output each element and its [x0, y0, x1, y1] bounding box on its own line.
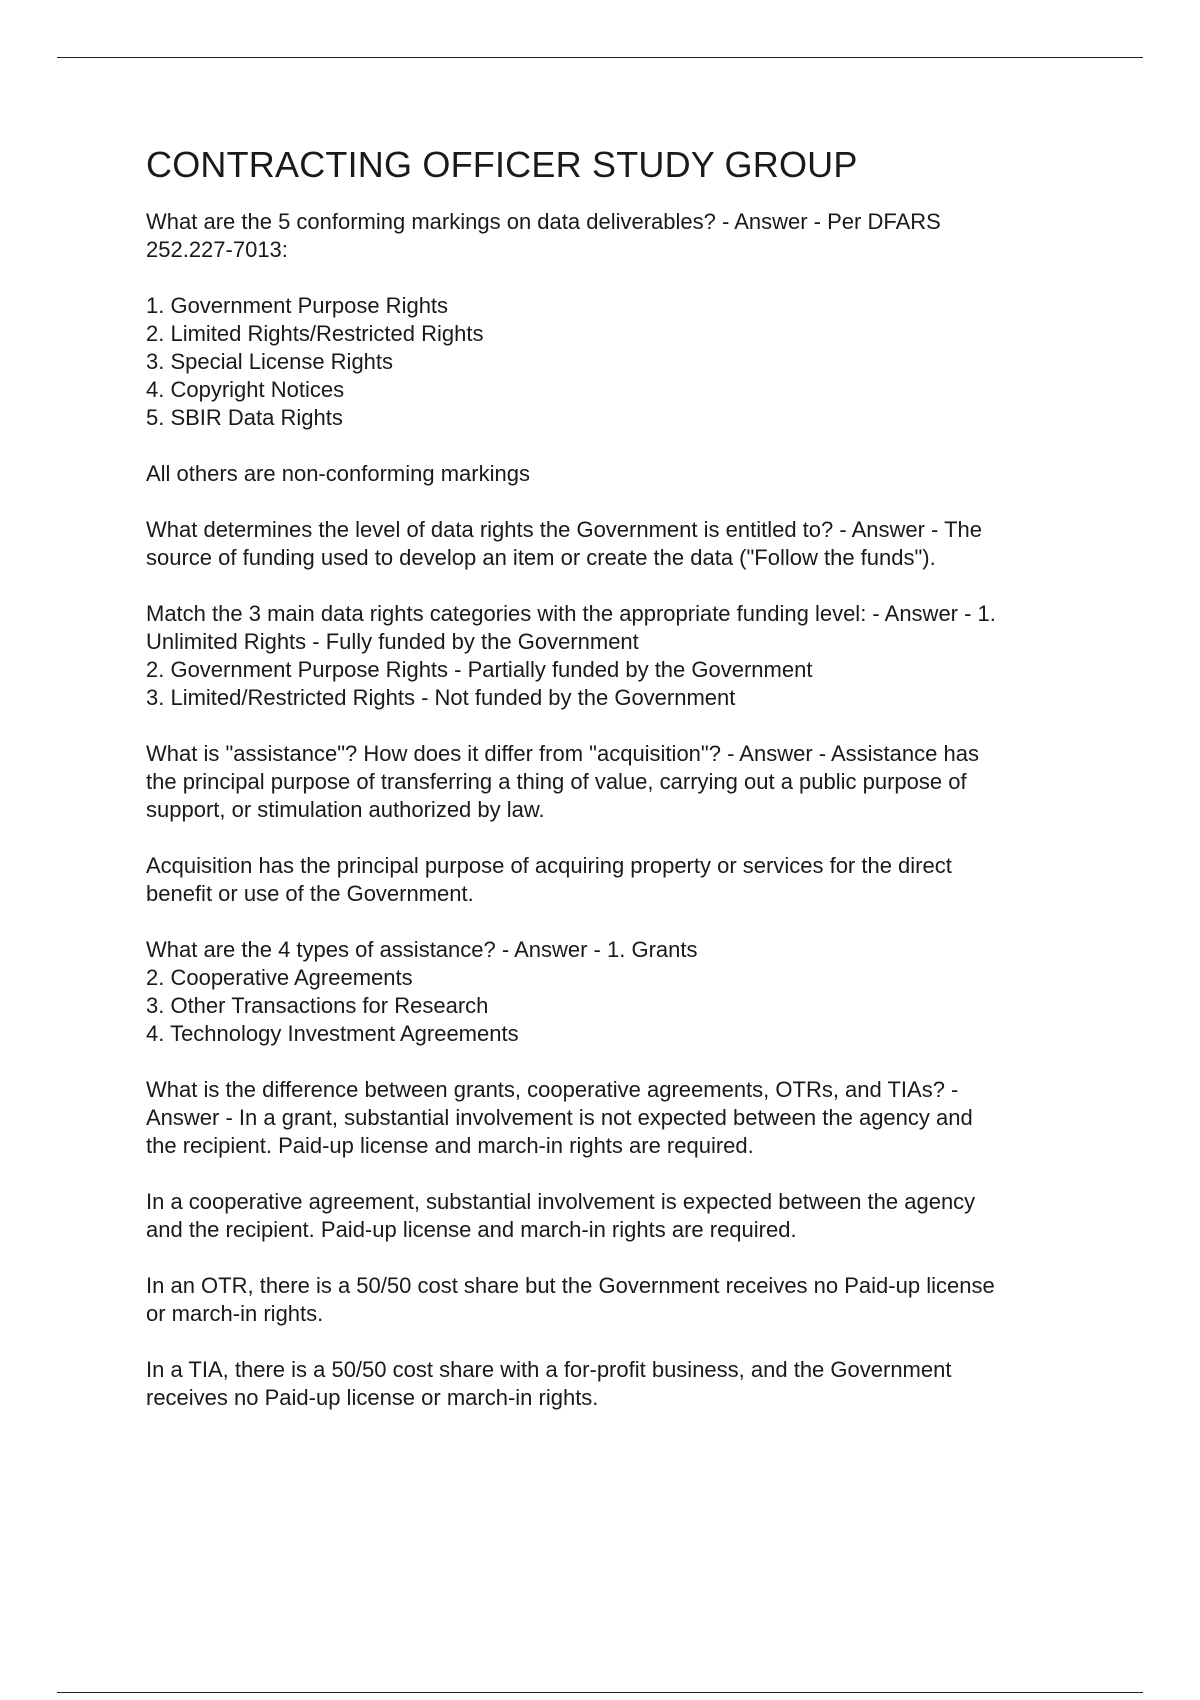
- paragraph: [146, 600, 1096, 712]
- text-line: support, or stimulation authorized by law.: [146, 797, 545, 822]
- text-line: 3. Other Transactions for Research: [146, 993, 489, 1018]
- text-line: In a TIA, there is a 50/50 cost share with a for-profit business, and the Government: [146, 1357, 952, 1382]
- text-line: source of funding used to develop an item or create the data ("Follow the funds").: [146, 545, 936, 570]
- paragraph: [146, 208, 1096, 264]
- paragraph-list: [146, 208, 1096, 1412]
- text-line: What is "assistance"? How does it differ from "acquisition"? - Answer - Assistance has: [146, 741, 979, 766]
- text-line: What determines the level of data rights the Government is entitled to? - Answer - The: [146, 517, 983, 542]
- paragraph: [146, 460, 1096, 488]
- text-line: 2. Limited Rights/Restricted Rights: [146, 321, 484, 346]
- paragraph: [146, 852, 1096, 908]
- paragraph: [146, 292, 1096, 432]
- text-line: 1. Government Purpose Rights: [146, 293, 449, 318]
- text-line: 2. Government Purpose Rights - Partially funded by the Government: [146, 657, 813, 682]
- text-line: 4. Copyright Notices: [146, 377, 345, 402]
- text-line: Acquisition has the principal purpose of acquiring property or services for the direct: [146, 853, 952, 878]
- text-line: 3. Limited/Restricted Rights - Not funded by the Government: [146, 685, 736, 710]
- text-line: What are the 4 types of assistance? - Answer - 1. Grants: [146, 937, 698, 962]
- paragraph: [146, 1356, 1096, 1412]
- document-title: CONTRACTING OFFICER STUDY GROUP: [146, 144, 858, 185]
- text-line: 4. Technology Investment Agreements: [146, 1021, 519, 1046]
- paragraph: [146, 516, 1096, 572]
- text-line: In a cooperative agreement, substantial involvement is expected between the agency: [146, 1189, 976, 1214]
- paragraph: [146, 740, 1096, 824]
- paragraph: [146, 936, 1096, 1048]
- text-line: Unlimited Rights - Fully funded by the Government: [146, 629, 639, 654]
- text-line: Match the 3 main data rights categories with the appropriate funding level: - Answer - 1.: [146, 601, 996, 626]
- paragraph: [146, 1272, 1096, 1328]
- text-line: What are the 5 conforming markings on data deliverables? - Answer - Per DFARS: [146, 209, 941, 234]
- text-line: the recipient. Paid-up license and march-in rights are required.: [146, 1133, 754, 1158]
- text-line: and the recipient. Paid-up license and march-in rights are required.: [146, 1217, 797, 1242]
- header-rule: [57, 57, 1143, 58]
- text-line: Answer - In a grant, substantial involvement is not expected between the agency and: [146, 1105, 973, 1130]
- text-line: 3. Special License Rights: [146, 349, 394, 374]
- document-body: [146, 140, 1096, 1440]
- paragraph: [146, 1076, 1096, 1160]
- text-line: the principal purpose of transferring a thing of value, carrying out a public purpose of: [146, 769, 967, 794]
- footer-rule: [57, 1692, 1143, 1693]
- text-line: All others are non-conforming markings: [146, 461, 530, 486]
- text-line: or march-in rights.: [146, 1301, 324, 1326]
- text-line: In an OTR, there is a 50/50 cost share but the Government receives no Paid-up license: [146, 1273, 995, 1298]
- text-line: benefit or use of the Government.: [146, 881, 474, 906]
- text-line: 2. Cooperative Agreements: [146, 965, 413, 990]
- text-line: What is the difference between grants, cooperative agreements, OTRs, and TIAs? -: [146, 1077, 959, 1102]
- text-line: 5. SBIR Data Rights: [146, 405, 343, 430]
- paragraph: [146, 1188, 1096, 1244]
- text-line: receives no Paid-up license or march-in rights.: [146, 1385, 599, 1410]
- text-line: 252.227-7013:: [146, 237, 288, 262]
